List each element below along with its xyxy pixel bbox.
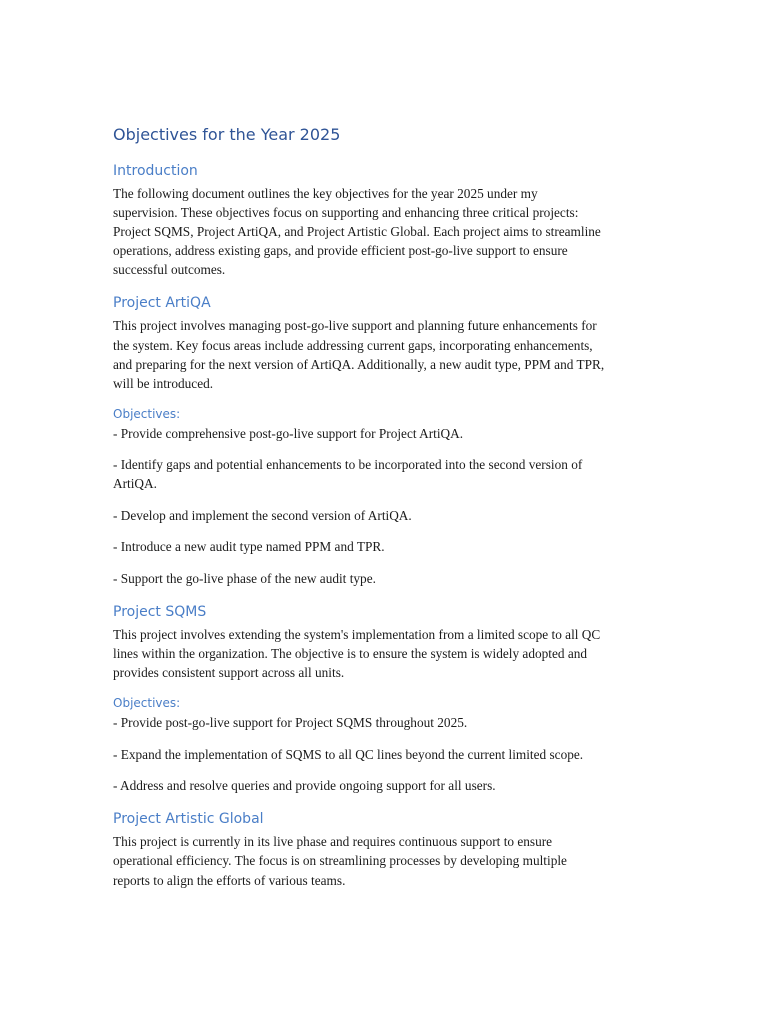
objective-line: ArtiQA. <box>113 476 157 492</box>
paragraph-line: operations, address existing gaps, and provide efficient post-go-live support to ensure <box>113 243 568 259</box>
sqms-paragraph <box>113 625 653 682</box>
artistic-global-paragraph <box>113 832 653 889</box>
introduction-paragraph <box>113 184 653 279</box>
sqms-objectives-heading: Objectives: <box>113 696 181 711</box>
paragraph-line: provides consistent support across all units. <box>113 665 345 681</box>
objective-item <box>113 424 653 443</box>
artistic-global-heading: Project Artistic Global <box>113 811 264 828</box>
paragraph-line: operational efficiency. The focus is on streamlining processes by developing multiple <box>113 853 567 869</box>
objective-item <box>113 537 653 556</box>
paragraph-line: successful outcomes. <box>113 262 226 278</box>
objective-item <box>113 569 653 588</box>
objective-item <box>113 455 653 493</box>
paragraph-line: This project involves extending the system's implementation from a limited scope to all QC <box>113 626 601 642</box>
objective-line: - Develop and implement the second version of ArtiQA. <box>113 507 412 523</box>
objective-item <box>113 745 653 764</box>
objective-line: - Address and resolve queries and provide ongoing support for all users. <box>113 778 496 794</box>
paragraph-line: reports to align the efforts of various teams. <box>113 872 346 888</box>
objective-line: - Expand the implementation of SQMS to all QC lines beyond the current limited scope. <box>113 746 584 762</box>
sqms-heading: Project SQMS <box>113 603 207 620</box>
paragraph-line: lines within the organization. The objective is to ensure the system is widely adopted and <box>113 646 588 662</box>
paragraph-line: The following document outlines the key objectives for the year 2025 under my <box>113 186 538 201</box>
objective-line: - Provide post-go-live support for Project SQMS throughout 2025. <box>113 715 468 731</box>
objective-item <box>113 776 653 795</box>
objective-line: - Support the go-live phase of the new audit type. <box>113 570 376 586</box>
paragraph-line: This project is currently in its live phase and requires continuous support to ensure <box>113 834 553 850</box>
objective-item <box>113 713 653 732</box>
document-title: Objectives for the Year 2025 <box>113 125 341 144</box>
paragraph-line: and preparing for the next version of ArtiQA. Additionally, a new audit type, PPM and TPR, <box>113 356 605 372</box>
paragraph-line: supervision. These objectives focus on supporting and enhancing three critical projects: <box>113 205 579 221</box>
objective-line: - Identify gaps and potential enhancements to be incorporated into the second version of <box>113 457 583 473</box>
artiqa-heading: Project ArtiQA <box>113 295 211 312</box>
artiqa-paragraph <box>113 316 653 392</box>
paragraph-line: the system. Key focus areas include addressing current gaps, incorporating enhancements, <box>113 337 593 353</box>
objective-line: - Introduce a new audit type named PPM and TPR. <box>113 539 385 555</box>
artiqa-objectives-heading: Objectives: <box>113 406 181 421</box>
document-page <box>113 123 653 890</box>
paragraph-line: Project SQMS, Project ArtiQA, and Project Artistic Global. Each project aims to streamline <box>113 224 601 240</box>
paragraph-line: This project involves managing post-go-live support and planning future enhancements for <box>113 318 597 334</box>
introduction-heading: Introduction <box>113 163 198 179</box>
paragraph-line: will be introduced. <box>113 375 214 391</box>
objective-line: - Provide comprehensive post-go-live support for Project ArtiQA. <box>113 425 464 441</box>
objective-item <box>113 506 653 525</box>
